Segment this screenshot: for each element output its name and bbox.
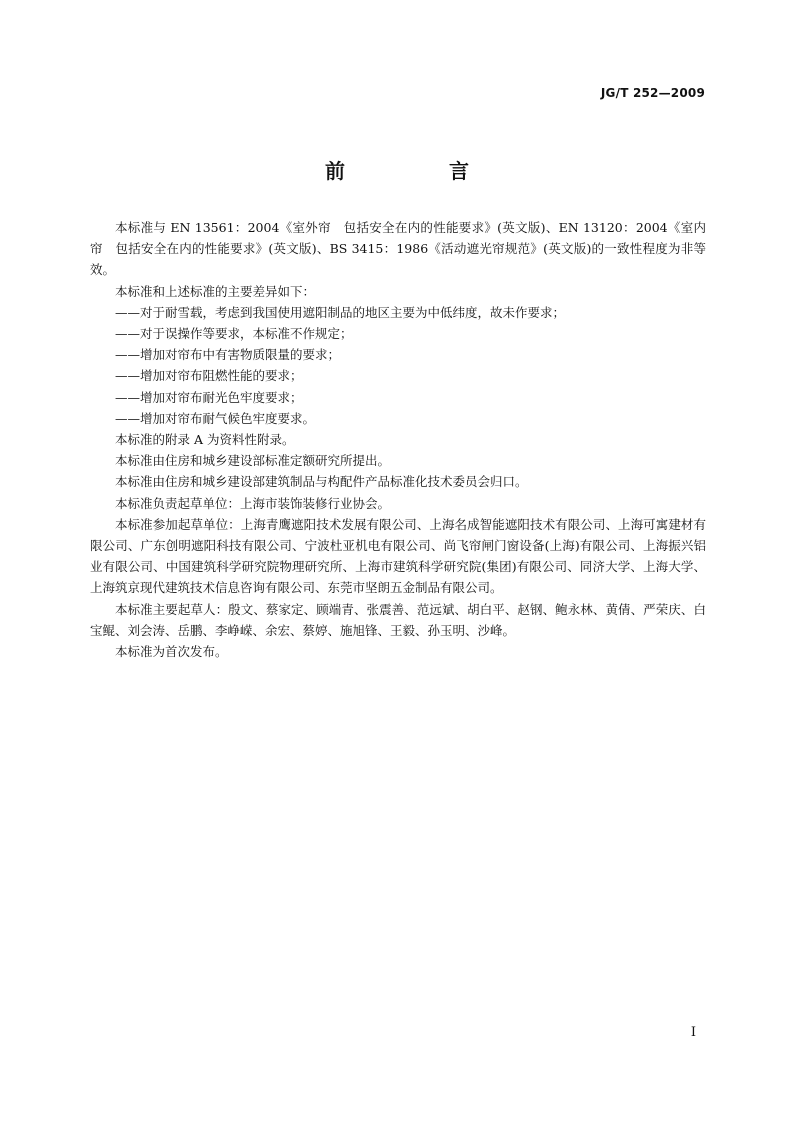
list-item-snow-load: ——对于耐雪载，考虑到我国使用遮阳制品的地区主要为中低纬度，故未作要求； <box>115 304 566 320</box>
foreword-body <box>90 217 706 662</box>
paragraph-appendix: 本标准的附录 A 为资料性附录。 <box>115 432 295 448</box>
paragraph-main-drafters: 本标准主要起草人：殷文、蔡家定、顾端青、张震善、范远斌、胡白平、赵钢、鲍永林、黄倩、严荣庆、白宝鲲、刘会涛、岳鹏、李峥嵘、余宏、蔡婷、施旭锋、王毅、孙玉明、沙峰。 <box>90 601 706 638</box>
list-item-flame-retardant: ——增加对帘布阻燃性能的要求； <box>115 368 303 384</box>
paragraph-under-jurisdiction: 本标准由住房和城乡建设部建筑制品与构配件产品标准化技术委员会归口。 <box>115 474 528 490</box>
paragraph-equivalence: 本标准与 EN 13561：2004《室外帘 包括安全在内的性能要求》(英文版)、EN 13120：2004《室内帘 包括安全在内的性能要求》(英文版)、BS 3415：1986《活动遮光帘规范》(英文版)的一致性程度为非等效。 <box>90 220 706 278</box>
paragraph-differences-intro: 本标准和上述标准的主要差异如下： <box>115 283 316 299</box>
list-item-harmful-substances: ——增加对帘布中有害物质限量的要求； <box>115 347 341 363</box>
list-item-light-fastness: ——增加对帘布耐光色牢度要求； <box>115 389 303 405</box>
paragraph-participating-drafters: 本标准参加起草单位：上海青鹰遮阳技术发展有限公司、上海名成智能遮阳技术有限公司、上海可寓建材有限公司、广东创明遮阳科技有限公司、宁波杜亚机电有限公司、尚飞帘闸门窗设备(上海)有限公司、上海振兴铝业有限公司、中国建筑科学研究院物理研究所、上海市建筑科学研究院(集团)有限公司、同济大学、上海大学、上海筑京现代建筑技术信息咨询有限公司、东莞市坚朗五金制品有限公司。 <box>90 516 706 596</box>
list-item-misoperation: ——对于误操作等要求，本标准不作规定； <box>115 326 353 342</box>
list-item-weather-fastness: ——增加对帘布耐气候色牢度要求。 <box>115 410 316 426</box>
page-number: I <box>690 1025 696 1040</box>
paragraph-proposed-by: 本标准由住房和城乡建设部标准定额研究所提出。 <box>115 453 391 469</box>
page-title: 前 言 <box>325 159 511 183</box>
paragraph-first-release: 本标准为首次发布。 <box>115 644 228 660</box>
paragraph-lead-drafter: 本标准负责起草单位：上海市装饰装修行业协会。 <box>115 495 391 511</box>
standard-code: JG/T 252—2009 <box>600 86 705 100</box>
